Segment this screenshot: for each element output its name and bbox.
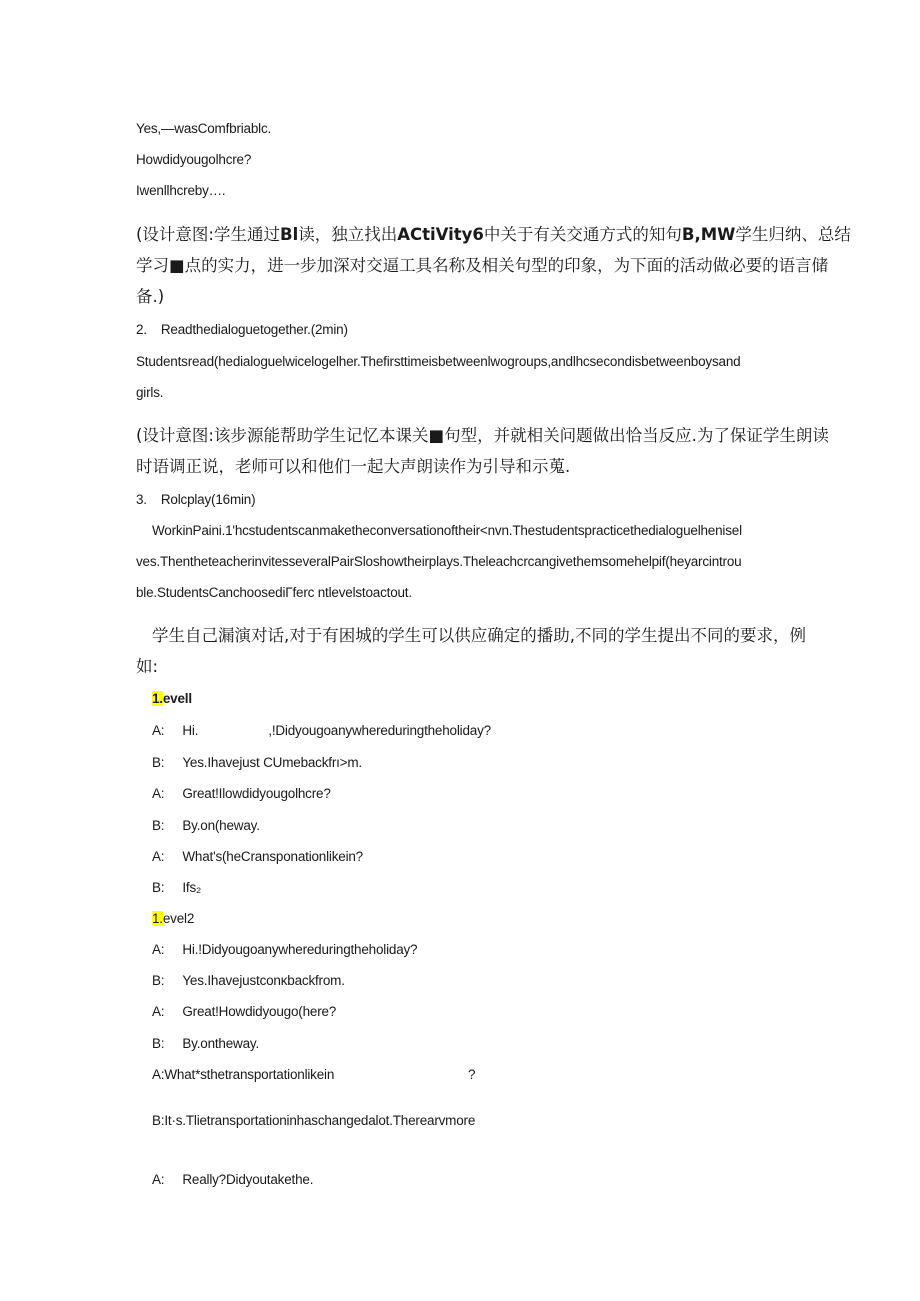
design-note-1-segment: 学生归纳、总结 (735, 225, 851, 244)
level-2-heading (152, 910, 194, 928)
level-2-line-7 (152, 1171, 313, 1189)
level-2-line (152, 972, 345, 990)
line-text: Great!Howdidyougo(here? (182, 1004, 337, 1019)
step-3-body-line-2: ves.ThentheteacherinvitesseveralPairSloshowtheirplays.Theleachcrcangivethemsomehelpif(heyarcintrou (136, 554, 742, 569)
intro-line-3: Iwenllhcreby…. (136, 183, 226, 198)
line-text: Yes.Ihavejust CUmebackfrı>m. (182, 755, 362, 770)
line-text: ,!Didyougoanywhereduringtheholiday? (268, 723, 491, 738)
step-3-heading (136, 491, 255, 509)
level-1-line (152, 879, 201, 897)
speaker: B: (152, 818, 165, 833)
speaker: B: (152, 973, 165, 988)
design-note-1-bold: ACtiVity6 (397, 225, 484, 244)
step-2-body-line-1: Studentsread(hedialoguelwicelogelher.Thefirsttimeisbetweenlwogroups,andlhcsecondisbetweenboysand (136, 354, 741, 369)
line-text: Hi.!Didyougoanywhereduringtheholiday? (182, 942, 418, 957)
question-mark: ? (468, 1067, 476, 1082)
line-text: Great!Ilowdidyougolhcre? (182, 786, 331, 801)
speaker: A: (152, 849, 165, 864)
design-note-1-line-3: 备.) (136, 287, 165, 306)
line-text: A:What*sthetransportationlikein (152, 1067, 335, 1082)
level-2-highlight: 1. (152, 911, 163, 926)
speaker: A: (152, 723, 165, 738)
speaker: B: (152, 880, 165, 895)
step-3-title: Rolcplay(16min) (160, 492, 256, 507)
level-1-heading (152, 690, 192, 708)
line-text: Yes.Ihavejustconκbackfrom. (182, 973, 345, 988)
design-note-2-line-1: (设计意图:该步源能帮助学生记忆本课关■句型，并就相关问题做出恰当反应.为了保证学生朗读 (136, 426, 829, 445)
speaker: A: (152, 786, 165, 801)
speaker: A: (152, 1172, 165, 1187)
level-1-line (152, 722, 491, 740)
cn-paragraph-line-1: 学生自己漏演对话,对于有困城的学生可以供应确定的播助,不同的学生提出不同的要求，例 (152, 626, 806, 645)
level-2-line (152, 1035, 259, 1053)
design-note-1-line-1 (136, 224, 851, 246)
level-2-line (152, 941, 417, 959)
line-text: Hi. (182, 723, 199, 738)
design-note-1-bold: B,MW (681, 225, 736, 244)
speaker: A: (152, 942, 165, 957)
line-text: Really?Didyoutakethe. (182, 1172, 314, 1187)
speaker: B: (152, 1036, 165, 1051)
intro-line-2: Howdidyougolhcre? (136, 152, 252, 167)
level-2-line-6: B:It·s.Tlietransportationinhaschangedalot.Therearvmore (152, 1113, 476, 1128)
level-1-line (152, 817, 260, 835)
step-3-number: 3. (136, 492, 147, 507)
line-text: By.on(heway. (182, 818, 260, 833)
line-text: What's(heCransponationlikein? (182, 849, 363, 864)
design-note-1-segment: 读，独立找出 (298, 225, 398, 244)
design-note-1-line-2: 学习■点的实力，进一步加深对交逼工具名称及相关句型的印象，为下面的活动做必要的语言储 (136, 256, 829, 275)
level-1-label: evell (162, 691, 192, 706)
level-2-line (152, 1003, 336, 1021)
step-2-body-line-2: girls. (136, 385, 164, 400)
step-3-body-line-1: WorkinPaini.1'hcstudentscanmaketheconversationoftheir<nvn.Thestudentspracticethedialoguelhenisel (152, 523, 742, 538)
intro-line-1: Yes,—wasComfbriablc. (136, 121, 272, 136)
level-1-highlight: 1. (152, 691, 163, 706)
line-text: Ifs₂ (182, 880, 202, 895)
cn-paragraph-line-2: 如: (136, 657, 159, 676)
level-1-line (152, 848, 363, 866)
design-note-1-bold: Bl (280, 225, 299, 244)
step-3-body-line-3: ble.StudentsCanchoosediΓferc ntlevelstoactout. (136, 585, 412, 600)
step-2-heading (136, 321, 348, 339)
level-1-line (152, 754, 362, 772)
level-2-line-5 (152, 1066, 334, 1084)
level-2-label: evel2 (162, 911, 195, 926)
speaker: A: (152, 1004, 165, 1019)
design-note-2-line-2: 时语调正说，老师可以和他们一起大声朗读作为引导和示蒐. (136, 457, 571, 476)
step-2-number: 2. (136, 322, 147, 337)
design-note-1-segment: (设计意图:学生通过 (136, 225, 280, 244)
level-1-line (152, 785, 331, 803)
line-text: By.ontheway. (182, 1036, 260, 1051)
design-note-1-segment: 中关于有关交通方式的知句 (483, 225, 682, 244)
step-2-title: Readthedialoguetogether.(2min) (160, 322, 348, 337)
speaker: B: (152, 755, 165, 770)
